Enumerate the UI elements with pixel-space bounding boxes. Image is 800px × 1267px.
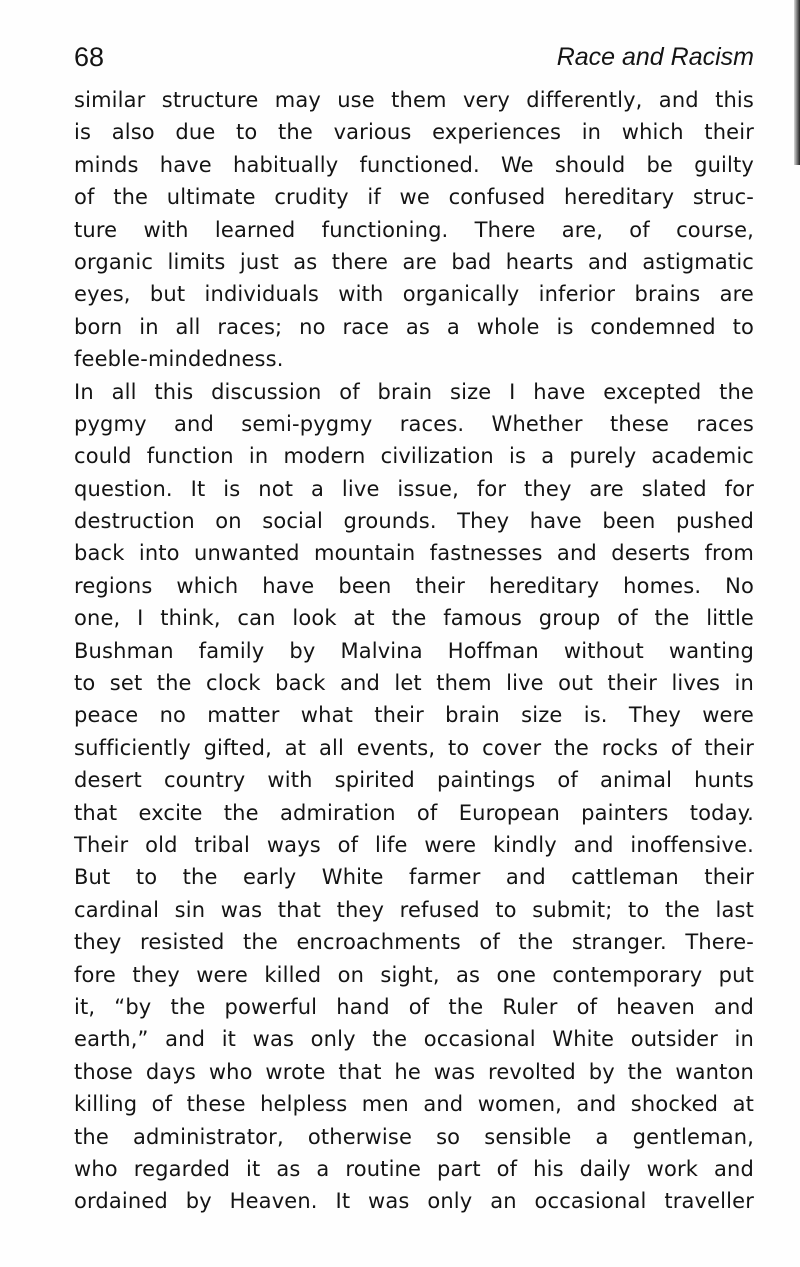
text-line: ordained by Heaven. It was only an occasional traveller: [74, 1189, 754, 1214]
text-line: they resisted the encroachments of the stranger. There-: [74, 930, 754, 955]
text-line: earth,” and it was only the occasional White outsider in: [74, 1027, 754, 1052]
text-line: question. It is not a live issue, for they are slated for: [74, 476, 754, 501]
running-head: Race and Racism: [556, 43, 754, 71]
text-line: it, “by the powerful hand of the Ruler of heaven and: [74, 994, 754, 1019]
page-number: 68: [74, 42, 105, 72]
text-line: But to the early White farmer and cattleman their: [74, 865, 754, 890]
text-line: back into unwanted mountain fastnesses and deserts from: [74, 541, 754, 566]
page-edge-shadow: [794, 0, 800, 165]
text-line: who regarded it as a routine part of his daily work and: [74, 1156, 754, 1181]
text-line: one, I think, can look at the famous group of the little: [74, 606, 754, 631]
text-line: cardinal sin was that they refused to submit; to the last: [74, 897, 754, 922]
text-line: to set the clock back and let them live out their lives in: [74, 671, 754, 696]
text-line: of the ultimate crudity if we confused hereditary struc-: [74, 185, 754, 210]
text-line: that excite the admiration of European painters today.: [74, 800, 754, 825]
text-line: similar structure may use them very differently, and this: [74, 88, 754, 112]
text-line: In all this discussion of brain size I have excepted the: [74, 379, 754, 404]
text-line: regions which have been their hereditary homes. No: [74, 573, 754, 598]
text-line: organic limits just as there are bad hearts and astigmatic: [74, 249, 754, 274]
text-line: Bushman family by Malvina Hoffman without wanting: [74, 638, 754, 663]
text-line: desert country with spirited paintings of animal hunts: [74, 768, 754, 793]
text-line: minds have habitually functioned. We should be guilty: [74, 152, 754, 177]
page-header: [74, 40, 754, 80]
text-line: ture with learned functioning. There are, of course,: [74, 217, 754, 242]
text-line: pygmy and semi-pygmy races. Whether these races: [74, 411, 754, 436]
text-line: fore they were killed on sight, as one contemporary put: [74, 962, 754, 987]
body-text: [74, 84, 754, 1218]
text-line: eyes, but individuals with organically inferior brains are: [74, 282, 754, 307]
text-line: destruction on social grounds. They have been pushed: [74, 509, 754, 534]
text-line: feeble-mindedness.: [74, 347, 284, 372]
text-line: peace no matter what their brain size is. They were: [74, 703, 754, 728]
text-line: could function in modern civilization is a purely academic: [74, 444, 754, 469]
text-line: born in all races; no race as a whole is condemned to: [74, 314, 754, 339]
text-line: Their old tribal ways of life were kindly and inoffensive.: [74, 832, 754, 857]
text-line: killing of these helpless men and women, and shocked at: [74, 1092, 754, 1117]
text-line: sufficiently gifted, at all events, to cover the rocks of their: [74, 735, 754, 760]
text-line: the administrator, otherwise so sensible a gentleman,: [74, 1124, 754, 1149]
text-line: is also due to the various experiences in which their: [74, 120, 754, 145]
text-line: those days who wrote that he was revolted by the wanton: [74, 1059, 754, 1084]
